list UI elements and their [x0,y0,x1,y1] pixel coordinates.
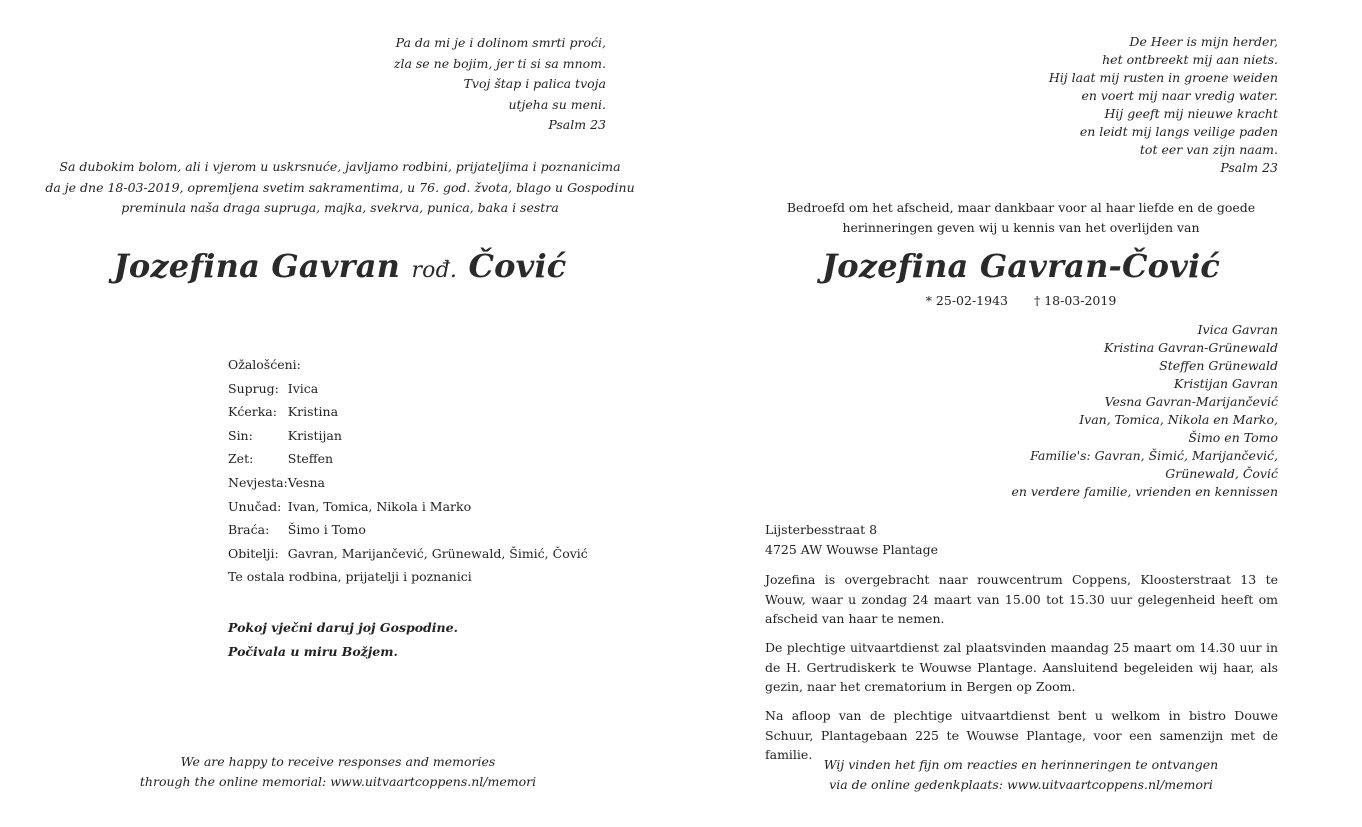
left-poem [300,33,606,136]
mourner-names: Kristijan [287,427,342,443]
mourners-heading: Ožalošćeni: [228,357,301,372]
mourner-role: Suprug: [228,380,279,396]
mourner-names: Šimo i Tomo [287,522,366,538]
deceased-name: Jozefina Gavran [113,247,401,285]
address-line: 4725 AW Wouwse Plantage [765,542,938,557]
announcement-line: herinneringen geven wij u kennis van het overlijden van [842,219,1200,235]
prayer-line: Počivala u miru Božjem. [228,643,398,659]
poem-line: De Heer is mijn herder, [1129,34,1278,49]
family-line: Vesna Gavran-Marijančević [1104,394,1278,409]
family-line: Ivan, Tomica, Nikola en Marko, [1079,412,1278,427]
footer-line: via de online gedenkplaats: www.uitvaartcoppens.nl/memori [829,776,1213,792]
right-family [978,321,1278,501]
mourner-role: Braća: [228,522,270,538]
announcement-line: da je dne 18-03-2019, opremljena svetim sakramentima, u 76. god. žvota, blago u Gospodinu [45,179,635,195]
right-poem [978,33,1278,177]
mourner-role: Unučad: [228,498,282,514]
footer-line: through the online memorial: www.uitvaartcoppens.nl/memori [139,773,537,789]
family-line: Familie's: Gavran, Šimić, Marijančević, [1030,448,1278,463]
family-line: Steffen Grünewald [1159,358,1278,373]
mourner-names: Ivan, Tomica, Nikola i Marko [287,498,472,514]
life-dates [720,292,1322,310]
paragraph: Na afloop van de plechtige uitvaartdienst bent u welkom in bistro Douwe Schuur, Plantagebaan 225 te Wouwse Plantage, voor een samenzijn met de familie. [765,708,1278,762]
death-date: † 18-03-2019 [1033,293,1117,308]
family-line: Kristijan Gavran [1173,376,1278,391]
mourners-footer: Te ostala rodbina, prijatelji i poznanici [228,569,472,585]
mourner-row [228,381,588,405]
poem-source: Psalm 23 [548,117,606,132]
mourner-role: Kćerka: [228,404,277,420]
service-details [765,570,1278,774]
poem-line: Tvoj štap i palica tvoja [463,76,606,91]
mourner-names: Steffen [287,451,334,467]
right-footer [720,755,1322,794]
maiden-name: Čović [468,247,567,285]
family-line: Grünewald, Čović [1165,466,1278,481]
right-announcement [720,198,1322,237]
mourner-row [228,499,588,523]
mourner-names: Vesna [287,474,325,490]
mourner-names: Gavran, Marijančević, Grünewald, Šimić, Čović [287,545,588,561]
poem-line: tot eer van zijn naam. [1139,142,1278,157]
poem-source: Psalm 23 [1220,160,1278,175]
footer-line: We are happy to receive responses and memories [180,754,496,769]
left-announcement [40,157,640,219]
poem-line: en leidt mij langs veilige paden [1079,124,1278,139]
deceased-name: Jozefina Gavran-Čović [821,247,1221,285]
left-deceased-name [40,246,640,291]
paragraph: Jozefina is overgebracht naar rouwcentrum Coppens, Kloosterstraat 13 te Wouw, waar u zondag 24 maart van 15.00 tot 15.30 uur gelegenheid heeft om afscheid van haar te nemen. [765,572,1278,626]
address-line: Lijsterbesstraat 8 [765,522,878,537]
right-deceased-name [720,246,1322,286]
mourner-row [228,522,588,546]
poem-line: utjeha su meni. [508,96,606,112]
mourner-role: Sin: [228,427,253,443]
mourners-table [228,381,588,570]
family-line: en verdere familie, vrienden en kennissen [1011,484,1278,499]
birth-date: * 25-02-1943 [925,293,1008,308]
mourner-row [228,428,588,452]
left-footer [88,752,588,791]
poem-line: Hij geeft mij nieuwe kracht [1104,106,1278,121]
mourner-row [228,451,588,475]
family-line: Kristina Gavran-Grünewald [1103,340,1278,355]
poem-line: en voert mij naar vredig water. [1081,88,1278,103]
footer-line: Wij vinden het fijn om reacties en herinneringen te ontvangen [823,757,1219,772]
mourner-names: Ivica [287,380,319,396]
poem-line: het ontbreekt mij aan niets. [1102,52,1278,67]
mourner-role: Obitelji: [228,545,279,561]
mourner-names: Kristina [287,404,339,420]
mourner-role: Nevjesta: [228,474,288,490]
prayer-line: Pokoj vječni daruj joj Gospodine. [228,619,458,635]
mourner-role: Zet: [228,451,254,467]
address-block [765,520,1278,560]
announcement-line: Bedroefd om het afscheid, maar dankbaar voor al haar liefde en de goede [786,200,1256,215]
maiden-name-prefix: rođ. [411,258,458,283]
poem-line: Hij laat mij rusten in groene weiden [1048,70,1278,85]
paragraph: De plechtige uitvaartdienst zal plaatsvinden maandag 25 maart om 14.30 uur in de H. Gertrudiskerk te Wouwse Plantage. Aansluitend begeleiden wij haar, als gezin, naar het crematorium in Bergen op Zoom. [765,640,1278,694]
mourner-row [228,404,588,428]
mourner-row [228,546,588,570]
poem-line: zla se ne bojim, jer ti si sa mnom. [393,55,606,71]
announcement-line: Sa dubokim bolom, ali i vjerom u uskrsnuće, javljamo rodbini, prijateljima i poznanicima [59,159,621,174]
family-line: Šimo en Tomo [1188,430,1278,445]
family-line: Ivica Gavran [1197,322,1278,337]
poem-line: Pa da mi je i dolinom smrti proći, [395,35,606,50]
mourners-block [228,357,648,664]
announcement-line: preminula naša draga supruga, majka, svekrva, punica, baka i sestra [121,200,559,215]
mourner-row [228,475,588,499]
